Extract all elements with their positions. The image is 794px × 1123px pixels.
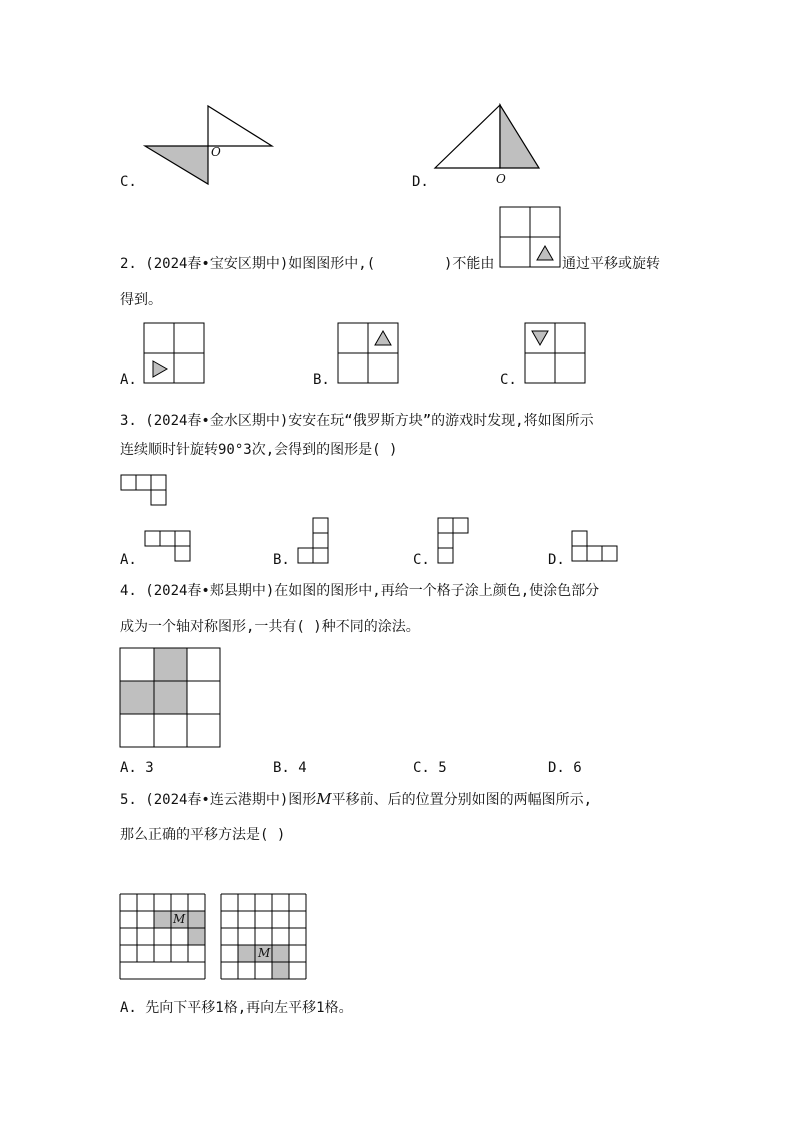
- q4-option-a[interactable]: A. 3: [120, 760, 154, 776]
- q3-option-b[interactable]: B.: [273, 552, 290, 568]
- q5-stem-part1: 5. (2024春•连云港期中)图形: [120, 792, 317, 808]
- q3-stem-line2: 连续顺时针旋转90°3次,会得到的图形是( ): [120, 442, 398, 458]
- option-c-label: C.: [120, 174, 137, 190]
- q5-grid-before: [120, 894, 210, 984]
- q2-option-a[interactable]: A.: [120, 372, 137, 388]
- q2-stem-part3: 通过平移或旋转: [562, 256, 660, 272]
- q4-option-b[interactable]: B. 4: [273, 760, 307, 776]
- shape-m-after-label: M: [258, 946, 271, 960]
- q2-stem-part2: )不能由: [444, 256, 495, 272]
- point-o-label: O: [496, 172, 506, 186]
- q2-stem-part1: 2. (2024春•宝安区期中)如图图形中,(: [120, 256, 376, 272]
- triangle-shaded: [145, 146, 208, 184]
- q1-figure-d: [430, 100, 550, 180]
- q3-option-c[interactable]: C.: [413, 552, 430, 568]
- q3-option-d-figure: [572, 531, 620, 563]
- q4-stem-line2: 成为一个轴对称图形,一共有( )种不同的涂法。: [120, 619, 420, 635]
- q3-option-a-figure: [145, 531, 193, 563]
- q4-option-c[interactable]: C. 5: [413, 760, 447, 776]
- q3-option-a[interactable]: A.: [120, 552, 137, 568]
- q4-grid: [120, 648, 222, 750]
- shape-m-before-label: M: [173, 912, 186, 926]
- q5-grid-after: [221, 894, 311, 984]
- triangle-white: [435, 105, 500, 168]
- q3-stem-line1: 3. (2024春•金水区期中)安安在玩“俄罗斯方块”的游戏时发现,将如图所示: [120, 413, 594, 429]
- triangle-white: [208, 106, 272, 146]
- q3-option-c-figure: [438, 518, 470, 566]
- q2-option-b-grid: [338, 323, 398, 383]
- q2-option-b[interactable]: B.: [313, 372, 330, 388]
- q3-tetromino: [121, 475, 169, 507]
- q4-option-d[interactable]: D. 6: [548, 760, 582, 776]
- q5-stem-part2: 平移前、后的位置分别如图的两幅图所示,: [331, 792, 593, 808]
- q2-option-a-grid: [144, 323, 204, 383]
- q1-figure-c: [140, 100, 280, 190]
- q4-stem-line1: 4. (2024春•郏县期中)在如图的图形中,再给一个格子涂上颜色,使涂色部分: [120, 583, 600, 599]
- q2-stem-line2: 得到。: [120, 292, 162, 308]
- shape-m-name: M: [316, 790, 332, 808]
- q2-reference-grid: [500, 207, 560, 267]
- q2-option-c-grid: [525, 323, 585, 383]
- point-o-label: O: [211, 145, 221, 159]
- q5-stem-line1: [120, 791, 592, 808]
- q3-option-d[interactable]: D.: [548, 552, 565, 568]
- q3-option-b-figure: [298, 518, 330, 566]
- q5-option-a[interactable]: A. 先向下平移1格,再向左平移1格。: [120, 1000, 353, 1016]
- option-d-label: D.: [412, 174, 429, 190]
- triangle-shaded: [500, 105, 539, 168]
- q2-option-c[interactable]: C.: [500, 372, 517, 388]
- q5-stem-line2: 那么正确的平移方法是( ): [120, 827, 286, 843]
